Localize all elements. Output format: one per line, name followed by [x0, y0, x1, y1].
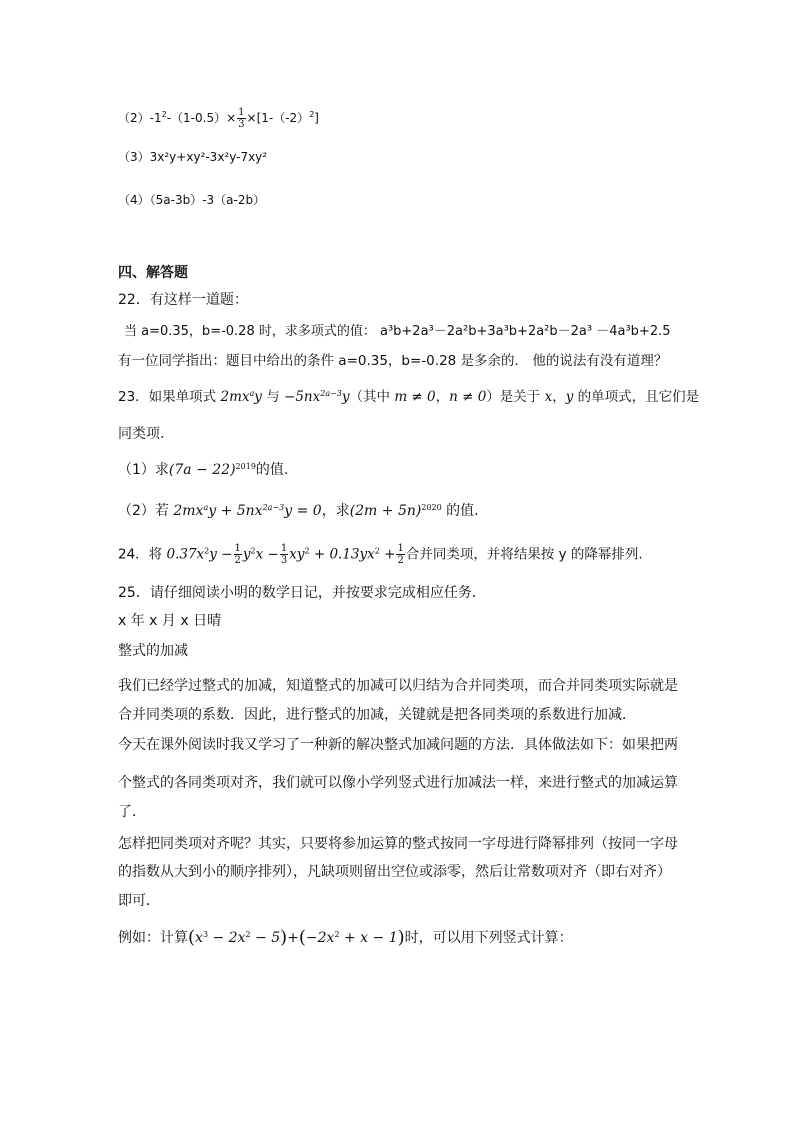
- q23-line2: 同类项.: [118, 426, 165, 442]
- fraction-one-third: [237, 107, 245, 130]
- problem-2-exp2: 2: [309, 110, 315, 119]
- q23-sub2-exp1: a: [203, 503, 209, 512]
- problem-2: [118, 107, 319, 130]
- monomial-2: −5nx: [284, 389, 321, 405]
- monomial-1-exp: a: [249, 389, 255, 398]
- monomial-1: 2mx: [220, 389, 250, 405]
- fraction-denominator: 3: [280, 555, 288, 566]
- paren-close-1: ): [280, 927, 288, 948]
- example-poly1-exp1: 3: [202, 930, 209, 939]
- q24-fraction-2: [280, 543, 288, 566]
- example-poly2-exp1: 2: [334, 930, 340, 939]
- fraction-denominator: 2: [234, 555, 241, 566]
- para1-line1: 我们已经学过整式的加减，知道整式的加减可以归结为合并同类项，而合并同类项实际就是: [118, 678, 678, 694]
- q24-term2-exp: 2: [250, 546, 256, 556]
- q24-term2-tail: x −: [255, 546, 279, 563]
- q24-label: 24．将: [118, 546, 167, 563]
- fraction-numerator: 1: [234, 543, 241, 554]
- q23-text-b: 与: [261, 389, 285, 405]
- para3-line3: 即可．: [118, 893, 160, 909]
- example-poly1-tail: − 5: [250, 930, 281, 946]
- paren-open-2: (: [298, 927, 306, 948]
- q23-line1: [118, 387, 699, 407]
- q24: [118, 543, 643, 566]
- q24-term3-exp: 2: [304, 546, 310, 556]
- q23-sub1-exp: 2019: [235, 462, 256, 471]
- para2-line2: 个整式的各同类项对齐，我们就可以像小学列竖式进行加减法一样，来进行整式的加减运算: [118, 775, 678, 791]
- q23-text-e: ）是关于: [486, 389, 545, 405]
- fraction-denominator: 2: [397, 555, 404, 566]
- example-line: [118, 928, 573, 948]
- variable-x: x: [544, 389, 553, 405]
- problem-4: （4）（5a-3b）-3（a-2b）: [118, 193, 266, 207]
- q23-sub2-expr2: (2m + 5n): [349, 503, 422, 519]
- q23-text-a: 23．如果单项式: [118, 389, 221, 405]
- q23-text-d: ，: [435, 389, 450, 405]
- example-poly2-term1: −2x: [305, 930, 335, 946]
- q23-sub2-label: （2）若: [118, 503, 174, 519]
- para1-line2: 合并同类项的系数．因此，进行整式的加减，关键就是把各同类项的系数进行加减．: [118, 707, 636, 723]
- problem-2-tail: ×[1-（-2）: [246, 111, 310, 125]
- fraction-denominator: 3: [238, 119, 245, 130]
- example-text: 时，可以用下列竖式计算：: [404, 930, 573, 946]
- q24-fraction-1: [234, 543, 242, 566]
- q23-sub2-expr: 2mx: [173, 503, 204, 519]
- q24-term3-tail: + 0.13yx: [309, 546, 375, 563]
- q22-line2: 有一位同学指出：题目中给出的条件 a=0.35，b=-0.28 是多余的． 他的说法有没有道理？: [118, 353, 668, 369]
- q23-sub1: [118, 460, 288, 480]
- example-poly1-term2: − 2x: [208, 930, 246, 946]
- para3-line2: 的指数从大到小的顺序排列），凡缺项则留出空位或添零，然后让常数项对齐（即右对齐）: [118, 864, 671, 880]
- problem-2-mid: -（1-0.5）×: [166, 111, 237, 125]
- fraction-numerator: 1: [238, 107, 245, 118]
- problem-2-exp1: 2: [161, 110, 167, 119]
- q24-term1-tail: y −: [209, 546, 233, 563]
- example-poly2-tail: + x − 1: [339, 930, 398, 946]
- problem-3: （3）3x²y+xy²-3x²y-7xy²: [118, 150, 268, 164]
- section-title: 四、解答题: [118, 265, 188, 281]
- q23-sub2-mid: y + 5nx: [208, 503, 263, 519]
- example-poly1-exp2: 2: [245, 930, 251, 939]
- example-plus: +: [287, 930, 299, 946]
- q24-term3: xy: [289, 546, 305, 563]
- q24-term2: y: [242, 546, 251, 563]
- q23-sub2-text: ，求: [321, 503, 350, 519]
- problem-2-prefix: （2）-1: [118, 111, 162, 125]
- q23-sub1-label: （1）求: [118, 462, 169, 478]
- q24-term4-exp: 2: [374, 546, 380, 556]
- q24-fraction-3: [396, 543, 404, 566]
- para2-line1: 今天在课外阅读时我又学习了一种新的解决整式加减问题的方法．具体做法如下：如果把两: [118, 737, 678, 753]
- diary-heading: 整式的加减: [118, 643, 188, 659]
- monomial-2-tail: y: [341, 389, 350, 405]
- q23-sub2-exp3: 2020: [421, 503, 442, 512]
- q23-sub1-tail: 的值.: [255, 462, 289, 478]
- para2-line3: 了．: [118, 804, 146, 820]
- monomial-2-exp: 2a−3: [320, 389, 342, 398]
- q23-text-g: 的单项式，且它们是: [573, 389, 700, 405]
- variable-y: y: [565, 389, 574, 405]
- monomial-1-tail: y: [254, 389, 262, 405]
- example-poly1-term1: x: [195, 930, 203, 946]
- q23-sub2-exp2: 2a−3: [262, 503, 285, 512]
- q24-term4-tail: +: [379, 546, 396, 563]
- q23-text-f: ，: [552, 389, 566, 405]
- q24-term1-exp: 2: [204, 546, 210, 556]
- q24-text: 合并同类项，并将结果按 y 的降幂排列.: [405, 546, 643, 563]
- q24-term1: 0.37x: [166, 546, 205, 563]
- fraction-numerator: 1: [397, 543, 404, 554]
- q23-sub2-tail: 的值.: [441, 503, 479, 519]
- q22-line1: 当 a=0.35，b=-0.28 时，求多项式的值： a³b+2a³－2a²b+3a³b+2a²b－2a³ －4a³b+2.5: [124, 324, 671, 339]
- q25-intro: 25．请仔细阅读小明的数学日记，并按要求完成相应任务．: [118, 585, 486, 601]
- condition-m: m ≠ 0: [394, 389, 436, 405]
- diary-date: x 年 x 月 x 日晴: [118, 613, 222, 629]
- q23-sub1-expr: (7a − 22): [168, 462, 236, 478]
- example-label: 例如：计算: [118, 930, 188, 946]
- paren-close-2: ): [397, 927, 405, 948]
- para3-line1: 怎样把同类项对齐呢？其实，只要将参加运算的整式按同一字母进行降幂排列（按同一字母: [118, 836, 678, 852]
- paren-open-1: (: [188, 927, 196, 948]
- condition-n: n ≠ 0: [449, 389, 487, 405]
- fraction-numerator: 1: [280, 543, 288, 554]
- q22-intro: 22．有这样一道题：: [118, 292, 248, 308]
- problem-2-end: ]: [314, 111, 319, 125]
- q23-sub2: [118, 501, 479, 521]
- q23-text-c: （其中: [349, 389, 395, 405]
- q23-sub2-end: y = 0: [284, 503, 322, 519]
